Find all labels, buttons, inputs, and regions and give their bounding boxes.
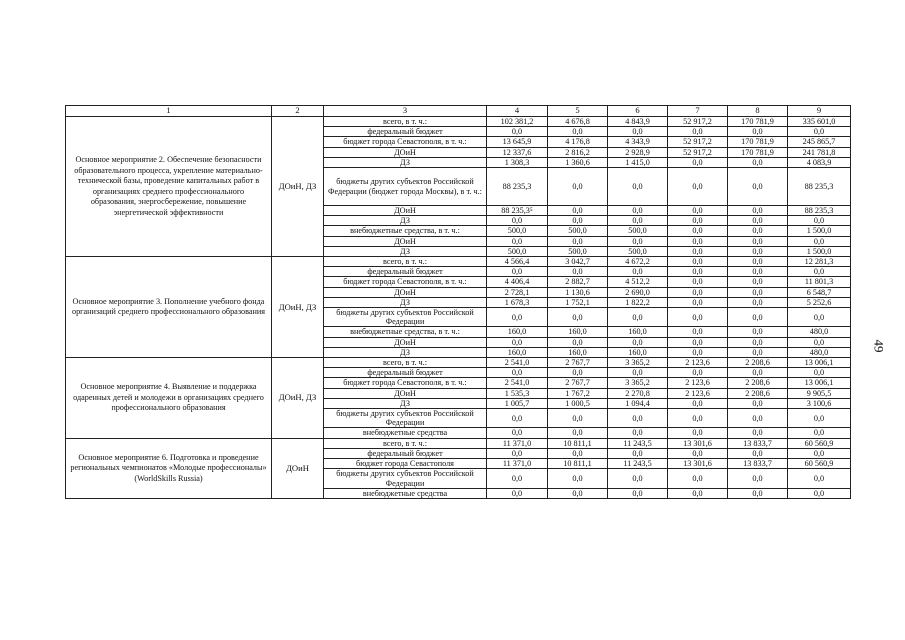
amount-cell: 0,0 xyxy=(487,308,548,327)
amount-cell: 2 541,0 xyxy=(487,358,548,368)
amount-cell: 160,0 xyxy=(608,327,668,337)
activity-title: Основное мероприятие 6. Подготовка и проведение региональных чемпионатов «Молодые профессионалы» (WorldSkills Russia) xyxy=(66,438,272,498)
amount-cell: 0,0 xyxy=(668,216,728,226)
amount-cell: 0,0 xyxy=(788,409,851,428)
amount-cell: 0,0 xyxy=(728,226,788,236)
amount-cell: 0,0 xyxy=(487,368,548,378)
amount-cell: 0,0 xyxy=(728,257,788,267)
funding-source-label: ДОиН xyxy=(324,236,487,246)
amount-cell: 10 811,1 xyxy=(548,459,608,469)
executor-cell: ДОиН, ДЗ xyxy=(272,358,324,439)
amount-cell: 0,0 xyxy=(487,216,548,226)
amount-cell: 2 882,7 xyxy=(548,277,608,287)
amount-cell: 160,0 xyxy=(487,347,548,357)
column-number-header: 4 xyxy=(487,106,548,117)
activity-title: Основное мероприятие 2. Обеспечение безопасности образовательного процесса, укрепление материально-технической базы, проведение капитальных работ в организациях среднего профессионального образования, энергосбережение, повышение энергетической эффективности xyxy=(66,117,272,257)
amount-cell: 88 235,3 xyxy=(788,168,851,206)
amount-cell: 0,0 xyxy=(487,469,548,488)
funding-source-label: федеральный бюджет xyxy=(324,448,487,458)
funding-source-label: бюджет города Севастополя, в т. ч.: xyxy=(324,137,487,147)
amount-cell: 11 371,0 xyxy=(487,438,548,448)
amount-cell: 3 365,2 xyxy=(608,358,668,368)
amount-cell: 0,0 xyxy=(728,308,788,327)
amount-cell: 1 822,2 xyxy=(608,297,668,307)
amount-cell: 4 343,9 xyxy=(608,137,668,147)
amount-cell: 2 690,0 xyxy=(608,287,668,297)
column-number-header: 2 xyxy=(272,106,324,117)
amount-cell: 0,0 xyxy=(668,277,728,287)
amount-cell: 0,0 xyxy=(668,246,728,256)
amount-cell: 0,0 xyxy=(668,127,728,137)
amount-cell: 0,0 xyxy=(728,206,788,216)
amount-cell: 52 917,2 xyxy=(668,147,728,157)
amount-cell: 0,0 xyxy=(487,448,548,458)
table-row xyxy=(66,438,851,448)
amount-cell: 0,0 xyxy=(608,216,668,226)
amount-cell: 0,0 xyxy=(788,236,851,246)
amount-cell: 13 645,9 xyxy=(487,137,548,147)
amount-cell: 4 176,8 xyxy=(548,137,608,147)
amount-cell: 0,0 xyxy=(728,398,788,408)
amount-cell: 0,0 xyxy=(548,127,608,137)
amount-cell: 2 541,0 xyxy=(487,378,548,388)
amount-cell: 0,0 xyxy=(668,398,728,408)
funding-source-label: внебюджетные средства xyxy=(324,428,487,438)
amount-cell: 335 601,0 xyxy=(788,117,851,127)
amount-cell: 88 235,3 xyxy=(487,168,548,206)
amount-cell: 1 500,0 xyxy=(788,226,851,236)
amount-cell: 1 094,4 xyxy=(608,398,668,408)
amount-cell: 0,0 xyxy=(728,448,788,458)
amount-cell: 4 843,9 xyxy=(608,117,668,127)
amount-cell: 0,0 xyxy=(608,206,668,216)
amount-cell: 0,0 xyxy=(548,236,608,246)
funding-source-label: ДОиН xyxy=(324,287,487,297)
amount-cell: 11 801,3 xyxy=(788,277,851,287)
amount-cell: 0,0 xyxy=(728,267,788,277)
amount-cell: 0,0 xyxy=(548,409,608,428)
amount-cell: 0,0 xyxy=(728,127,788,137)
amount-cell: 0,0 xyxy=(668,206,728,216)
amount-cell: 4 672,2 xyxy=(608,257,668,267)
amount-cell: 0,0 xyxy=(728,246,788,256)
amount-cell: 2 767,7 xyxy=(548,378,608,388)
amount-cell: 0,0 xyxy=(548,267,608,277)
amount-cell: 0,0 xyxy=(728,168,788,206)
amount-cell: 0,0 xyxy=(728,157,788,167)
funding-source-label: всего, в т. ч.: xyxy=(324,117,487,127)
funding-source-label: ДОиН xyxy=(324,388,487,398)
amount-cell: 13 006,1 xyxy=(788,358,851,368)
amount-cell: 0,0 xyxy=(487,127,548,137)
funding-source-label: бюджет города Севастополя, в т. ч.: xyxy=(324,378,487,388)
amount-cell: 5 252,6 xyxy=(788,297,851,307)
amount-cell: 0,0 xyxy=(668,337,728,347)
column-number-header: 7 xyxy=(668,106,728,117)
funding-source-label: ДЗ xyxy=(324,297,487,307)
funding-source-label: федеральный бюджет xyxy=(324,127,487,137)
amount-cell: 0,0 xyxy=(728,409,788,428)
amount-cell: 0,0 xyxy=(728,428,788,438)
executor-cell: ДОиН, ДЗ xyxy=(272,257,324,358)
amount-cell: 2 123,6 xyxy=(668,378,728,388)
amount-cell: 4 512,2 xyxy=(608,277,668,287)
amount-cell: 0,0 xyxy=(668,488,728,498)
amount-cell: 4 083,9 xyxy=(788,157,851,167)
column-number-header: 6 xyxy=(608,106,668,117)
amount-cell: 0,0 xyxy=(788,127,851,137)
amount-cell: 11 371,0 xyxy=(487,459,548,469)
executor-cell: ДОиН xyxy=(272,438,324,498)
amount-cell: 0,0 xyxy=(668,469,728,488)
amount-cell: 13 833,7 xyxy=(728,438,788,448)
funding-source-label: ДОиН xyxy=(324,337,487,347)
funding-source-label: бюджет города Севастополя, в т. ч.: xyxy=(324,277,487,287)
amount-cell: 9 905,5 xyxy=(788,388,851,398)
amount-cell: 1 767,2 xyxy=(548,388,608,398)
amount-cell: 160,0 xyxy=(548,327,608,337)
funding-source-label: бюджеты других субъектов Российской Федерации xyxy=(324,469,487,488)
amount-cell: 0,0 xyxy=(668,168,728,206)
amount-cell: 0,0 xyxy=(668,428,728,438)
amount-cell: 0,0 xyxy=(608,267,668,277)
amount-cell: 0,0 xyxy=(788,448,851,458)
amount-cell: 0,0 xyxy=(788,308,851,327)
amount-cell: 0,0 xyxy=(608,428,668,438)
amount-cell: 4 676,8 xyxy=(548,117,608,127)
column-number-header: 5 xyxy=(548,106,608,117)
amount-cell: 0,0 xyxy=(728,368,788,378)
amount-cell: 500,0 xyxy=(548,226,608,236)
amount-cell: 3 042,7 xyxy=(548,257,608,267)
amount-cell: 4 566,4 xyxy=(487,257,548,267)
funding-source-label: ДЗ xyxy=(324,216,487,226)
amount-cell: 245 865,7 xyxy=(788,137,851,147)
amount-cell: 2 208,6 xyxy=(728,388,788,398)
amount-cell: 0,0 xyxy=(788,216,851,226)
amount-cell: 1 005,7 xyxy=(487,398,548,408)
amount-cell: 60 560,9 xyxy=(788,459,851,469)
amount-cell: 2 208,6 xyxy=(728,358,788,368)
amount-cell: 52 917,2 xyxy=(668,137,728,147)
amount-cell: 160,0 xyxy=(548,347,608,357)
header-row xyxy=(66,106,851,117)
amount-cell: 2 728,1 xyxy=(487,287,548,297)
amount-cell: 52 917,2 xyxy=(668,117,728,127)
amount-cell: 0,0 xyxy=(728,236,788,246)
amount-cell: 0,0 xyxy=(487,428,548,438)
amount-cell: 0,0 xyxy=(608,168,668,206)
amount-cell: 0,0 xyxy=(668,409,728,428)
funding-source-label: ДЗ xyxy=(324,246,487,256)
amount-cell: 0,0 xyxy=(728,347,788,357)
amount-cell: 88 235,3 xyxy=(788,206,851,216)
funding-source-label: внебюджетные средства xyxy=(324,488,487,498)
funding-source-label: ДЗ xyxy=(324,398,487,408)
amount-cell: 0,0 xyxy=(668,257,728,267)
amount-cell: 0,0 xyxy=(788,428,851,438)
table-row xyxy=(66,358,851,368)
amount-cell: 0,0 xyxy=(728,277,788,287)
amount-cell: 170 781,9 xyxy=(728,147,788,157)
amount-cell: 0,0 xyxy=(788,469,851,488)
funding-source-label: всего, в т. ч.: xyxy=(324,257,487,267)
amount-cell: 1 535,3 xyxy=(487,388,548,398)
amount-cell: 88 235,3⁵ xyxy=(487,206,548,216)
amount-cell: 3 100,6 xyxy=(788,398,851,408)
amount-cell: 1 308,3 xyxy=(487,157,548,167)
amount-cell: 1 678,3 xyxy=(487,297,548,307)
amount-cell: 500,0 xyxy=(548,246,608,256)
funding-source-label: бюджеты других субъектов Российской Федерации (бюджет города Москвы), в т. ч.: xyxy=(324,168,487,206)
amount-cell: 4 406,4 xyxy=(487,277,548,287)
amount-cell: 500,0 xyxy=(608,246,668,256)
amount-cell: 0,0 xyxy=(668,368,728,378)
funding-source-label: бюджеты других субъектов Российской Федерации xyxy=(324,308,487,327)
funding-source-label: бюджет города Севастополя xyxy=(324,459,487,469)
amount-cell: 2 816,2 xyxy=(548,147,608,157)
table-row xyxy=(66,257,851,267)
funding-source-label: ДЗ xyxy=(324,347,487,357)
amount-cell: 480,0 xyxy=(788,327,851,337)
amount-cell: 2 928,9 xyxy=(608,147,668,157)
amount-cell: 2 123,6 xyxy=(668,358,728,368)
amount-cell: 13 301,6 xyxy=(668,438,728,448)
amount-cell: 0,0 xyxy=(668,287,728,297)
funding-source-label: внебюджетные средства, в т. ч.: xyxy=(324,226,487,236)
amount-cell: 0,0 xyxy=(728,216,788,226)
amount-cell: 0,0 xyxy=(608,469,668,488)
amount-cell: 0,0 xyxy=(487,236,548,246)
funding-source-label: ДОиН xyxy=(324,206,487,216)
amount-cell: 0,0 xyxy=(608,409,668,428)
amount-cell: 0,0 xyxy=(487,337,548,347)
amount-cell: 0,0 xyxy=(548,206,608,216)
amount-cell: 0,0 xyxy=(608,337,668,347)
amount-cell: 2 270,8 xyxy=(608,388,668,398)
amount-cell: 2 767,7 xyxy=(548,358,608,368)
amount-cell: 0,0 xyxy=(608,488,668,498)
amount-cell: 0,0 xyxy=(548,368,608,378)
amount-cell: 0,0 xyxy=(608,368,668,378)
funding-source-label: бюджеты других субъектов Российской Федерации xyxy=(324,409,487,428)
amount-cell: 11 243,5 xyxy=(608,438,668,448)
amount-cell: 0,0 xyxy=(487,267,548,277)
amount-cell: 0,0 xyxy=(668,448,728,458)
column-number-header: 1 xyxy=(66,106,272,117)
funding-source-label: федеральный бюджет xyxy=(324,267,487,277)
amount-cell: 160,0 xyxy=(487,327,548,337)
amount-cell: 0,0 xyxy=(487,488,548,498)
amount-cell: 480,0 xyxy=(788,347,851,357)
amount-cell: 0,0 xyxy=(788,368,851,378)
amount-cell: 1 000,5 xyxy=(548,398,608,408)
amount-cell: 2 123,6 xyxy=(668,388,728,398)
amount-cell: 0,0 xyxy=(728,327,788,337)
activity-title: Основное мероприятие 4. Выявление и поддержка одаренных детей и молодежи в организациях среднего профессионального образования xyxy=(66,358,272,439)
column-number-header: 8 xyxy=(728,106,788,117)
amount-cell: 3 365,2 xyxy=(608,378,668,388)
amount-cell: 1 752,1 xyxy=(548,297,608,307)
amount-cell: 0,0 xyxy=(788,337,851,347)
amount-cell: 12 337,6 xyxy=(487,147,548,157)
amount-cell: 500,0 xyxy=(608,226,668,236)
amount-cell: 0,0 xyxy=(548,216,608,226)
table-row xyxy=(66,117,851,127)
budget-table xyxy=(65,105,851,499)
amount-cell: 11 243,5 xyxy=(608,459,668,469)
amount-cell: 1 360,6 xyxy=(548,157,608,167)
amount-cell: 13 301,6 xyxy=(668,459,728,469)
amount-cell: 0,0 xyxy=(668,308,728,327)
amount-cell: 0,0 xyxy=(668,226,728,236)
amount-cell: 500,0 xyxy=(487,226,548,236)
amount-cell: 0,0 xyxy=(728,488,788,498)
amount-cell: 0,0 xyxy=(548,168,608,206)
activity-title: Основное мероприятие 3. Пополнение учебного фонда организаций среднего профессионального образования xyxy=(66,257,272,358)
amount-cell: 1 415,0 xyxy=(608,157,668,167)
amount-cell: 0,0 xyxy=(728,287,788,297)
amount-cell: 0,0 xyxy=(548,488,608,498)
funding-source-label: всего, в т. ч.: xyxy=(324,438,487,448)
funding-source-label: ДЗ xyxy=(324,157,487,167)
amount-cell: 0,0 xyxy=(608,127,668,137)
amount-cell: 0,0 xyxy=(668,297,728,307)
amount-cell: 0,0 xyxy=(728,297,788,307)
amount-cell: 0,0 xyxy=(548,308,608,327)
amount-cell: 0,0 xyxy=(728,469,788,488)
amount-cell: 170 781,9 xyxy=(728,137,788,147)
amount-cell: 0,0 xyxy=(487,409,548,428)
amount-cell: 13 006,1 xyxy=(788,378,851,388)
amount-cell: 0,0 xyxy=(728,337,788,347)
amount-cell: 0,0 xyxy=(668,236,728,246)
amount-cell: 0,0 xyxy=(668,327,728,337)
funding-source-label: федеральный бюджет xyxy=(324,368,487,378)
amount-cell: 241 781,8 xyxy=(788,147,851,157)
amount-cell: 0,0 xyxy=(668,157,728,167)
amount-cell: 0,0 xyxy=(548,428,608,438)
amount-cell: 102 381,2 xyxy=(487,117,548,127)
amount-cell: 60 560,9 xyxy=(788,438,851,448)
amount-cell: 6 548,7 xyxy=(788,287,851,297)
amount-cell: 0,0 xyxy=(788,267,851,277)
amount-cell: 2 208,6 xyxy=(728,378,788,388)
amount-cell: 0,0 xyxy=(668,347,728,357)
amount-cell: 160,0 xyxy=(608,347,668,357)
amount-cell: 13 833,7 xyxy=(728,459,788,469)
funding-source-label: внебюджетные средства, в т. ч.: xyxy=(324,327,487,337)
column-number-header: 3 xyxy=(324,106,487,117)
amount-cell: 0,0 xyxy=(788,488,851,498)
column-number-header: 9 xyxy=(788,106,851,117)
amount-cell: 0,0 xyxy=(668,267,728,277)
amount-cell: 170 781,9 xyxy=(728,117,788,127)
funding-source-label: ДОиН xyxy=(324,147,487,157)
amount-cell: 10 811,1 xyxy=(548,438,608,448)
executor-cell: ДОиН, ДЗ xyxy=(272,117,324,257)
amount-cell: 1 130,6 xyxy=(548,287,608,297)
amount-cell: 0,0 xyxy=(548,448,608,458)
amount-cell: 0,0 xyxy=(608,308,668,327)
amount-cell: 1 500,0 xyxy=(788,246,851,256)
amount-cell: 12 281,3 xyxy=(788,257,851,267)
amount-cell: 0,0 xyxy=(608,448,668,458)
page-number: 49 xyxy=(871,339,887,353)
amount-cell: 0,0 xyxy=(608,236,668,246)
amount-cell: 500,0 xyxy=(487,246,548,256)
funding-source-label: всего, в т. ч.: xyxy=(324,358,487,368)
amount-cell: 0,0 xyxy=(548,337,608,347)
amount-cell: 0,0 xyxy=(548,469,608,488)
